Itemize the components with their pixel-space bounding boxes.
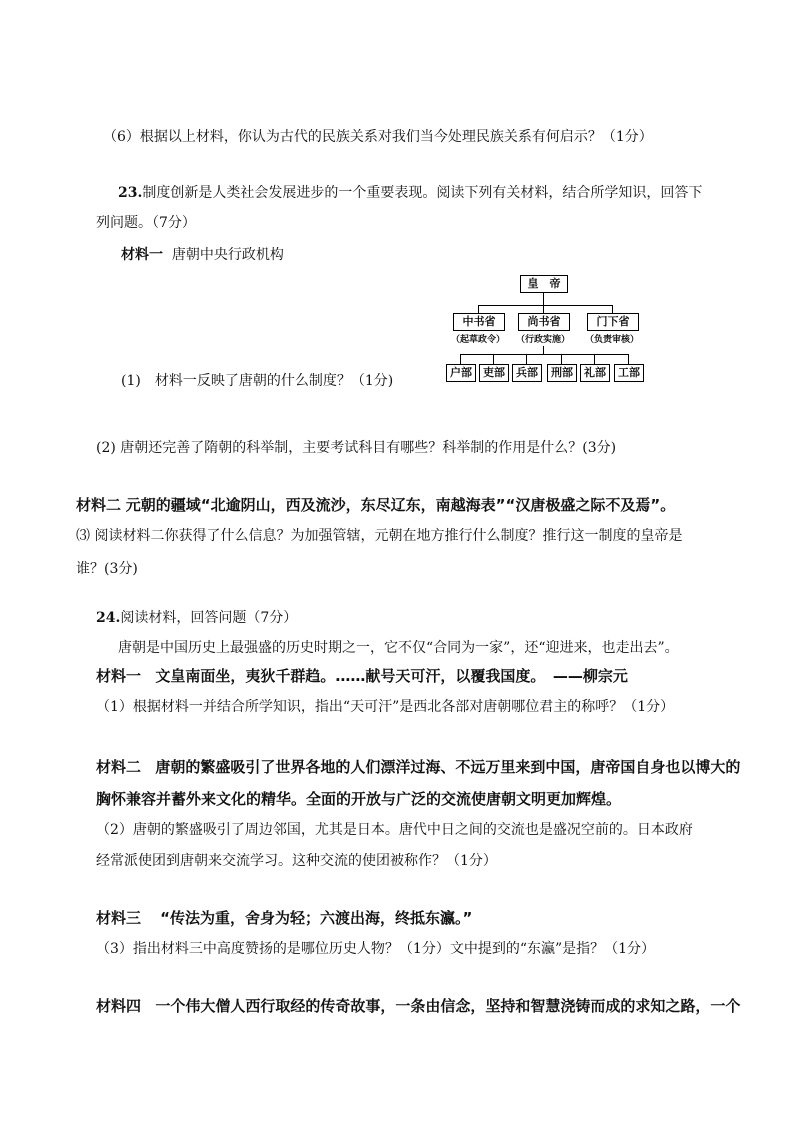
tang-org-chart <box>440 270 680 400</box>
q23-material-1 <box>121 245 284 265</box>
material-label: 材料一 <box>96 667 142 685</box>
material-label: 材料一 <box>121 247 163 263</box>
ministry-works-box: 工部 <box>614 364 644 382</box>
question-23-number: 23. <box>118 185 143 201</box>
question-24-title-text: 阅读材料，回答问题（7分） <box>120 610 298 626</box>
material-text: 唐朝中央行政机构 <box>171 247 284 263</box>
question-23-intro-cont: 列问题。（7分） <box>96 215 196 231</box>
material-label: 材料二 <box>76 496 122 514</box>
q24-material-4 <box>96 996 740 1016</box>
q24-material-3 <box>96 908 472 928</box>
question-23-3: ⑶ 阅读材料二你获得了什么信息？为加强管辖，元朝在地方推行什么制度？推行这一制度的皇帝是 <box>76 528 683 544</box>
material-text: 一个伟大僧人西行取经的传奇故事，一条由信念，坚持和智慧浇铸而成的求知之路，一个 <box>155 997 741 1015</box>
shangshu-box: 尚书省 <box>518 313 570 331</box>
ministry-personnel-box: 吏部 <box>479 364 509 382</box>
material-label: 材料三 <box>96 909 142 927</box>
question-24-2: （2）唐朝的繁盛吸引了周边邻国，尤其是日本。唐代中日之间的交流也是盛况空前的。日本政府 <box>96 822 693 838</box>
question-23-3-cont: 谁？(3分) <box>76 561 138 577</box>
material-text: 文皇南面坐，夷狄千群趋。……献号天可汗，以覆我国度。 ——柳宗元 <box>155 667 628 685</box>
zhongshu-role: （起草政令） <box>450 335 505 345</box>
question-22-6: （6）根据以上材料，你认为古代的民族关系对我们当今处理民族关系有何启示？（1分） <box>103 129 653 145</box>
question-23-intro-text: 制度创新是人类社会发展进步的一个重要表现。阅读下列有关材料，结合所学知识，回答下 <box>142 185 703 201</box>
question-24-2-cont: 经常派使团到唐朝来交流学习。这种交流的使团被称作？（1分） <box>96 853 497 869</box>
question-23-intro <box>118 183 702 203</box>
question-23-2: (2) 唐朝还完善了隋朝的科举制，主要考试科目有哪些？科举制的作用是什么？(3分) <box>96 440 617 456</box>
menxia-box: 门下省 <box>587 313 639 331</box>
q24-material-2-cont: 胸怀兼容并蓄外来文化的精华。全面的开放与广泛的交流使唐朝文明更加辉煌。 <box>96 790 622 808</box>
question-24-number: 24. <box>96 610 121 626</box>
ministry-rites-box: 礼部 <box>580 364 610 382</box>
q24-material-1 <box>96 666 628 686</box>
q23-material-2 <box>76 495 675 515</box>
emperor-box: 皇 帝 <box>520 275 568 293</box>
material-label: 材料二 <box>96 758 142 776</box>
zhongshu-box: 中书省 <box>453 313 505 331</box>
shangshu-role: （行政实施） <box>515 335 570 345</box>
question-24-1: （1）根据材料一并结合所学知识，指出“天可汗”是西北各部对唐朝哪位君主的称呼？（1分） <box>96 699 675 715</box>
question-24-intro: 唐朝是中国历史上最强盛的历史时期之一，它不仅“合同为一家”，还“迎进来，也走出去”。 <box>118 640 679 656</box>
menxia-role: （负责审核） <box>584 335 639 345</box>
question-24-title <box>96 608 297 628</box>
material-text: 元朝的疆域“北逾阴山，西及流沙，东尽辽东，南越海表”“汉唐极盛之际不及焉”。 <box>125 496 676 514</box>
material-text: “传法为重，舍身为轻；六渡出海，终抵东瀛。” <box>160 909 473 927</box>
ministry-war-box: 兵部 <box>512 364 542 382</box>
question-24-3: （3）指出材料三中高度赞扬的是哪位历史人物？（1分）文中提到的“东瀛”是指？（1分） <box>96 941 656 957</box>
material-label: 材料四 <box>96 997 142 1015</box>
ministry-revenue-box: 户部 <box>446 364 476 382</box>
ministry-justice-box: 刑部 <box>547 364 577 382</box>
material-text: 唐朝的繁盛吸引了世界各地的人们漂洋过海、不远万里来到中国，唐帝国自身也以博大的 <box>155 758 741 776</box>
question-23-1: (1) 材料一反映了唐朝的什么制度？（1分) <box>121 373 394 389</box>
q24-material-2 <box>96 757 740 777</box>
